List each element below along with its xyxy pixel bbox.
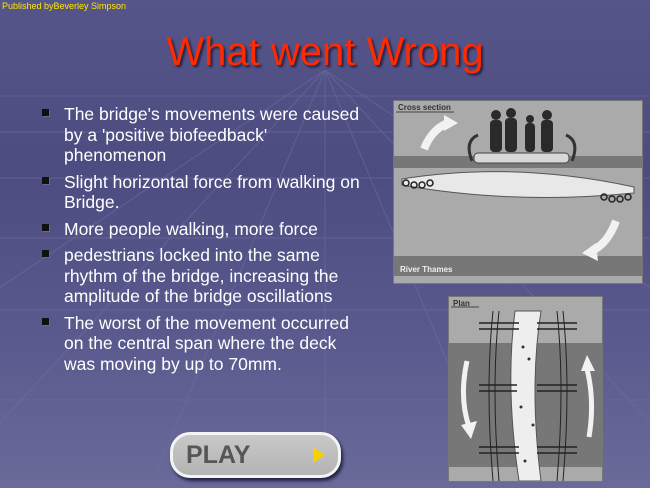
bullet-text: Slight horizontal force from walking on Bridge. xyxy=(64,171,360,212)
play-button[interactable] xyxy=(170,432,341,478)
bullet-list xyxy=(40,104,370,380)
square-bullet-icon xyxy=(42,109,49,116)
slide-title: What went Wrong xyxy=(166,30,484,74)
bullet-text: The worst of the movement occurred on the central span where the deck was moving by up to 70mm. xyxy=(64,312,349,374)
bullet-text: More people walking, more force xyxy=(64,218,318,239)
bullet-item xyxy=(40,172,370,213)
publisher-credit: Published byBeverley Simpson xyxy=(2,1,127,11)
bullet-item xyxy=(40,219,370,240)
bullet-item xyxy=(40,104,370,166)
cross-section-drawing xyxy=(394,101,642,283)
plan-label: Plan xyxy=(453,299,470,308)
bullet-item xyxy=(40,313,370,375)
play-button-label: PLAY xyxy=(186,441,251,469)
square-bullet-icon xyxy=(42,177,49,184)
river-label: River Thames xyxy=(400,265,453,274)
play-arrow-icon xyxy=(313,447,325,463)
cross-section-figure xyxy=(393,100,643,284)
bullet-item xyxy=(40,245,370,307)
bullet-text: pedestrians locked into the same rhythm of the bridge, increasing the amplitude of the bridge oscillations xyxy=(64,245,339,306)
plan-drawing xyxy=(449,297,602,481)
square-bullet-icon xyxy=(42,224,49,231)
bullet-text: The bridge's movements were caused by a 'positive biofeedback' phenomenon xyxy=(64,104,360,165)
plan-figure xyxy=(448,296,603,482)
square-bullet-icon xyxy=(42,250,49,257)
cross-section-label: Cross section xyxy=(398,103,451,112)
square-bullet-icon xyxy=(42,318,49,325)
